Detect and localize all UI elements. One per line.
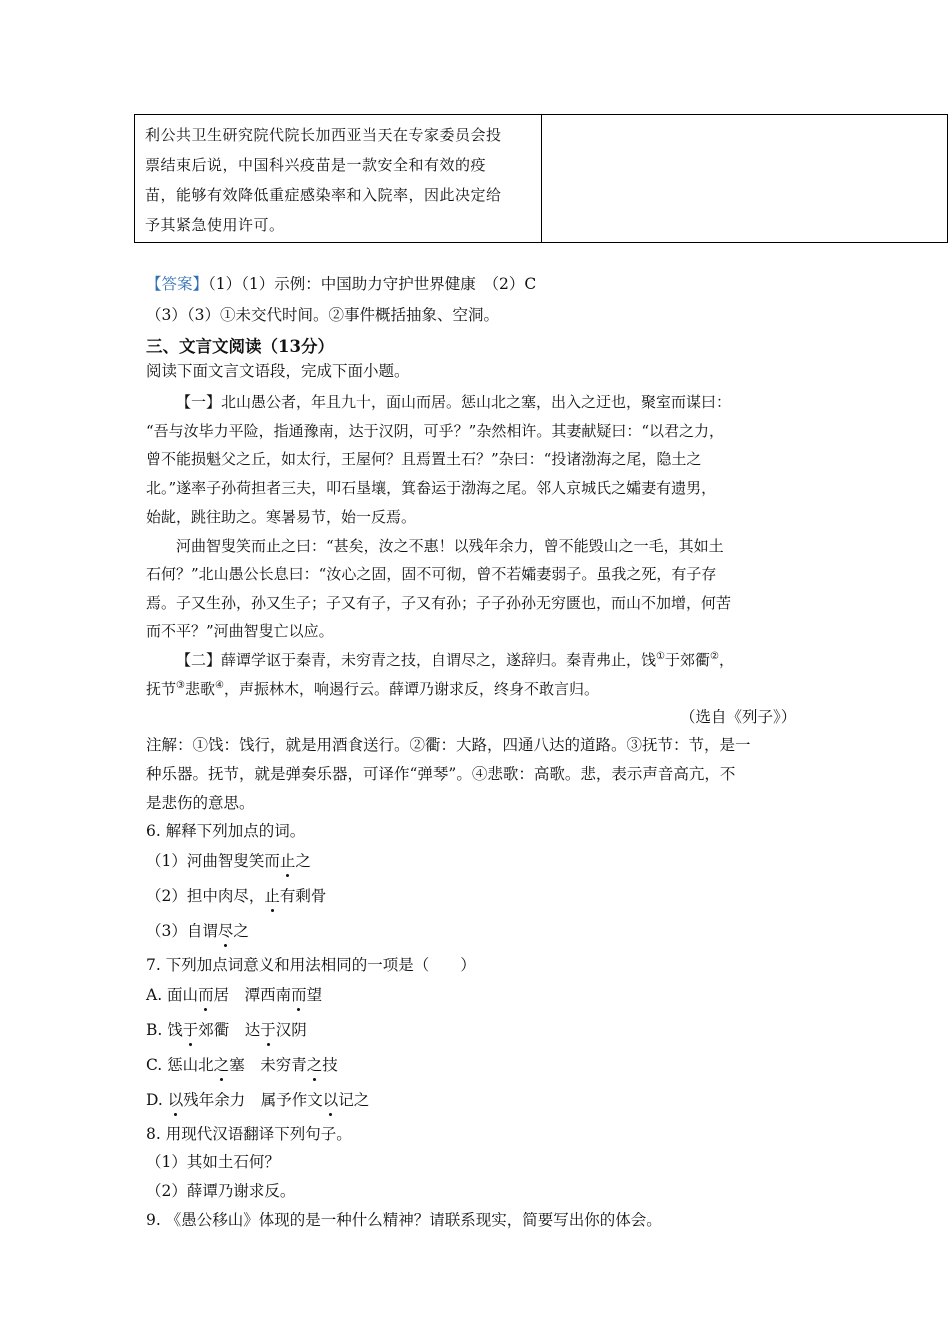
q6-item-1-post: 之: [295, 852, 311, 870]
passage2-text-d: 抚节: [146, 680, 177, 698]
q6-item-1-dotted: 止: [279, 852, 296, 870]
q6-item-1-pre: （1）河曲智叟笑而: [146, 852, 280, 870]
q7-c-dot-2: 之: [306, 1056, 323, 1074]
passage1-line-3: 曾不能损魁父之丘，如太行，王屋何？且焉置土石？”杂曰：“投诸渤海之尾，隐土之: [146, 450, 702, 468]
q7-d-post: 记之: [338, 1091, 370, 1109]
section-instruction: 阅读下面文言文语段，完成下面小题。: [146, 362, 410, 380]
passage1-line-5: 始龀，跳往助之。寒暑易节，始一反焉。: [146, 508, 417, 526]
q7-a-post: 望: [306, 986, 323, 1004]
q6-item-3-post: 之: [233, 922, 249, 940]
q7-c-post: 技: [322, 1056, 338, 1074]
q7-c-mid: 塞 未穷青: [229, 1056, 307, 1074]
q9-title: 9. 《愚公移山》体现的是一种什么精神？请联系现实，简要写出你的体会。: [146, 1211, 662, 1229]
passage2-text-e: 悲歌: [184, 680, 215, 698]
q7-d-mid: 残年余力 属予作文: [183, 1091, 323, 1109]
passage1-line-2: “吾与汝毕力平险，指通豫南，达于汉阴，可乎？”杂然相许。其妻献疑曰：“以君之力，: [146, 422, 725, 440]
top-table: [134, 114, 948, 243]
q8-item-1: （1）其如土石何？: [146, 1153, 280, 1171]
q6-item-2: [146, 886, 326, 906]
q7-b-mid: 郊衢 达: [198, 1021, 261, 1039]
q8-title: 8. 用现代汉语翻译下列句子。: [146, 1125, 352, 1143]
table-line-3: 苗，能够有效降低重症感染率和入院率，因此决定给: [145, 186, 502, 204]
q7-option-d: [146, 1090, 369, 1110]
q7-title: 7. 下列加点词意义和用法相同的一项是（ ）: [146, 956, 476, 974]
note-ref-4: ④: [215, 680, 224, 691]
q6-item-1: [146, 851, 311, 871]
q7-a-dot-1: 而: [198, 986, 214, 1004]
q8-item-2: （2）薛谭乃谢求反。: [146, 1182, 296, 1200]
q7-b-pre: B. 饯: [146, 1021, 183, 1039]
q6-item-2-dotted: 止: [264, 887, 280, 905]
answer-tag: 【答案】: [146, 275, 209, 293]
passage2-line-2: [146, 679, 599, 699]
table-line-2: 票结束后说，中国科兴疫苗是一款安全和有效的疫: [145, 156, 487, 174]
q6-title: 6. 解释下列加点的词。: [146, 822, 306, 840]
q7-option-c: [146, 1055, 338, 1075]
passage1-line-1: 【一】北山愚公者，年且九十，面山而居。惩山北之塞，出入之迂也，聚室而谋曰：: [176, 393, 732, 411]
passage2-text-a: 【二】薛谭学讴于秦青，未穷青之技，自谓尽之，遂辞归。秦青弗止，饯: [176, 651, 657, 669]
notes-line-2: 种乐器。抚节，就是弹奏乐器，可译作“弹琴”。④悲歌：高歌。悲，表示声音高亢，不: [146, 765, 736, 783]
q7-b-dot-1: 于: [182, 1021, 199, 1039]
q6-item-3-dotted: 尽: [217, 922, 234, 940]
q7-c-pre: C. 惩山北: [146, 1056, 214, 1074]
passage1-line-4: 北。”遂率子孙荷担者三夫，叩石垦壤，箕畚运于渤海之尾。邻人京城氏之孀妻有遗男，: [146, 479, 717, 497]
q7-a-mid: 居 潭西南: [213, 986, 292, 1004]
q7-a-pre: A. 面山: [146, 986, 199, 1004]
passage-source: （选自《列子》）: [680, 708, 797, 726]
note-ref-1: ①: [656, 651, 665, 662]
notes-line-1: 注解：①饯：饯行，就是用酒食送行。②衢：大路，四通八达的道路。③抚节：节，是一: [146, 736, 751, 754]
note-ref-3: ③: [176, 680, 185, 691]
q7-option-b: [146, 1020, 307, 1040]
q7-b-dot-2: 于: [260, 1021, 276, 1039]
passage2-text-f: ，声振林木，响遏行云。薛谭乃谢求反，终身不敢言归。: [223, 680, 599, 698]
q7-c-dot-1: 之: [213, 1056, 230, 1074]
passage2-text-c: ，: [718, 651, 734, 669]
q6-item-2-post: 有剩骨: [279, 887, 327, 905]
table-left-cell: [135, 115, 542, 243]
section-title: 三、文言文阅读（13分）: [146, 337, 334, 356]
passage1-line-6: 河曲智叟笑而止之曰：“甚矣，汝之不惠！以残年余力，曾不能毁山之一毛，其如土: [176, 537, 724, 555]
q6-item-3: [146, 921, 249, 941]
answer-line-2: （3）（3）①未交代时间。②事件概括抽象、空洞。: [146, 306, 499, 324]
q7-option-a: [146, 985, 322, 1005]
table-line-4: 予其紧急使用许可。: [145, 216, 285, 234]
passage1-line-7: 石何？”北山愚公长息曰：“汝心之固，固不可彻，曾不若孀妻弱子。虽我之死，有子存: [146, 565, 717, 583]
table-line-1: 利公共卫生研究院代院长加西亚当天在专家委员会投: [145, 126, 502, 144]
passage2-line-1: [176, 650, 734, 670]
note-ref-2: ②: [710, 651, 719, 662]
q7-a-dot-2: 而: [291, 986, 307, 1004]
q7-d-dot-1: 以: [167, 1091, 184, 1109]
q6-item-2-pre: （2）担中肉尽，: [146, 887, 265, 905]
q6-item-3-pre: （3）自谓: [146, 922, 218, 940]
answer-line-1: [146, 274, 536, 294]
passage1-line-8: 焉。子又生孙，孙又生子；子又有子，子又有孙；子子孙孙无穷匮也，而山不加增，何苦: [146, 594, 732, 612]
answer-text-1: （1）（1）示例：中国助力守护世界健康 （2）C: [208, 275, 537, 293]
q7-d-dot-2: 以: [322, 1091, 339, 1109]
notes-line-3: 是悲伤的意思。: [146, 794, 255, 812]
table-right-cell: [542, 115, 948, 243]
q7-d-pre: D.: [146, 1091, 168, 1109]
q7-b-post: 汉阴: [275, 1021, 307, 1039]
passage1-line-9: 而不平？”河曲智叟亡以应。: [146, 622, 334, 640]
passage2-text-b: 于郊衢: [664, 651, 710, 669]
